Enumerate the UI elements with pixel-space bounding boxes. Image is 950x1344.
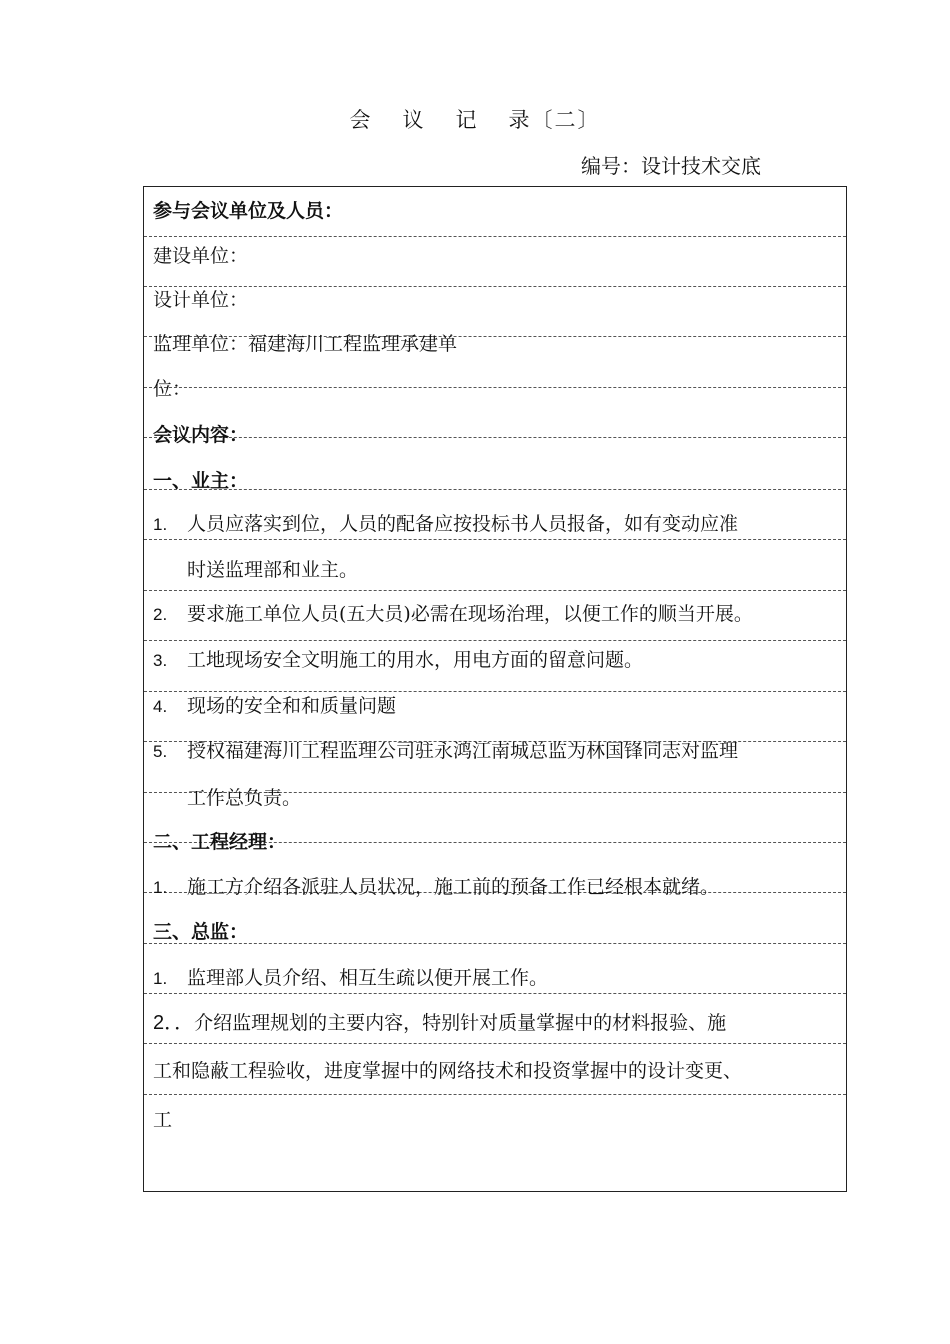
title-char: 议 <box>402 108 426 132</box>
row-divider <box>144 286 846 287</box>
list-item-text: 施工方介绍各派驻人员状况，施工前的预备工作已经根本就绪。 <box>187 876 720 898</box>
row-divider <box>144 590 846 591</box>
list-item-number: 1. <box>153 515 168 534</box>
list-item-number: 2. <box>153 605 168 624</box>
design-unit-label: 设计单位： <box>153 289 249 311</box>
list-item <box>153 694 396 719</box>
row-divider <box>144 489 846 490</box>
list-item-continued: 时送监理部和业主。 <box>187 559 359 581</box>
row-divider <box>144 437 846 438</box>
list-item <box>153 875 719 900</box>
meeting-record-table <box>143 186 847 1192</box>
title-char: 记 <box>455 108 479 132</box>
list-item-text: 人员应落实到位，人员的配备应按投标书人员报备，如有变动应准 <box>187 513 739 535</box>
list-item-number: 2．． <box>153 1012 195 1034</box>
row-divider <box>144 691 846 692</box>
row-divider <box>144 1094 846 1095</box>
list-item <box>153 602 753 627</box>
row-divider <box>144 943 846 944</box>
list-item-text: 现场的安全和和质量问题 <box>187 695 397 717</box>
list-item <box>153 512 738 537</box>
row-divider <box>144 387 846 388</box>
list-item-continued: 工作总负责。 <box>187 787 302 809</box>
document-number: 编号：设计技术交底 <box>581 154 761 178</box>
title-char: 录〔二〕 <box>508 108 601 132</box>
row-divider <box>144 993 846 994</box>
list-item-text: 监理部人员介绍、相互生疏以便开展工作。 <box>187 967 549 989</box>
owner-heading: 一、业主： <box>153 470 249 492</box>
meeting-content-heading: 会议内容： <box>153 424 249 446</box>
list-item-number: 1. <box>153 969 168 988</box>
supervision-unit-continued: 位： <box>153 378 192 400</box>
list-item <box>153 739 738 764</box>
construction-unit-label: 建设单位： <box>153 245 249 267</box>
list-item <box>153 966 548 991</box>
supervision-unit-label: 监理单位：福建海川工程监理承建单 <box>153 333 458 355</box>
row-divider <box>144 539 846 540</box>
list-item-text: 授权福建海川工程监理公司驻永鸿江南城总监为林国锋同志对监理 <box>187 740 739 762</box>
row-divider <box>144 236 846 237</box>
list-item-text: 介绍监理规划的主要内容，特别针对质量掌握中的材料报验、施 <box>194 1012 727 1034</box>
list-item-number: 1. <box>153 878 168 897</box>
list-item-continued: 工 <box>153 1109 173 1131</box>
list-item-text: 工地现场安全文明施工的用水，用电方面的留意问题。 <box>187 649 644 671</box>
row-divider <box>144 1043 846 1044</box>
page-title <box>0 104 950 134</box>
list-item-continued: 工和隐蔽工程验收，进度掌握中的网络技术和投资掌握中的设计变更、 <box>153 1060 743 1082</box>
chief-supervisor-heading: 三、总监： <box>153 921 249 943</box>
list-item-number: 4. <box>153 697 168 716</box>
list-item <box>153 1011 726 1035</box>
row-divider <box>144 640 846 641</box>
title-char: 会 <box>349 108 373 132</box>
participants-heading: 参与会议单位及人员： <box>153 200 344 222</box>
list-item-text: 要求施工单位人员(五大员)必需在现场治理，以便工作的顺当开展。 <box>187 603 753 625</box>
list-item-number: 3. <box>153 651 168 670</box>
list-item <box>153 648 643 673</box>
project-manager-heading: 二、工程经理： <box>153 831 287 853</box>
list-item-number: 5. <box>153 742 168 761</box>
